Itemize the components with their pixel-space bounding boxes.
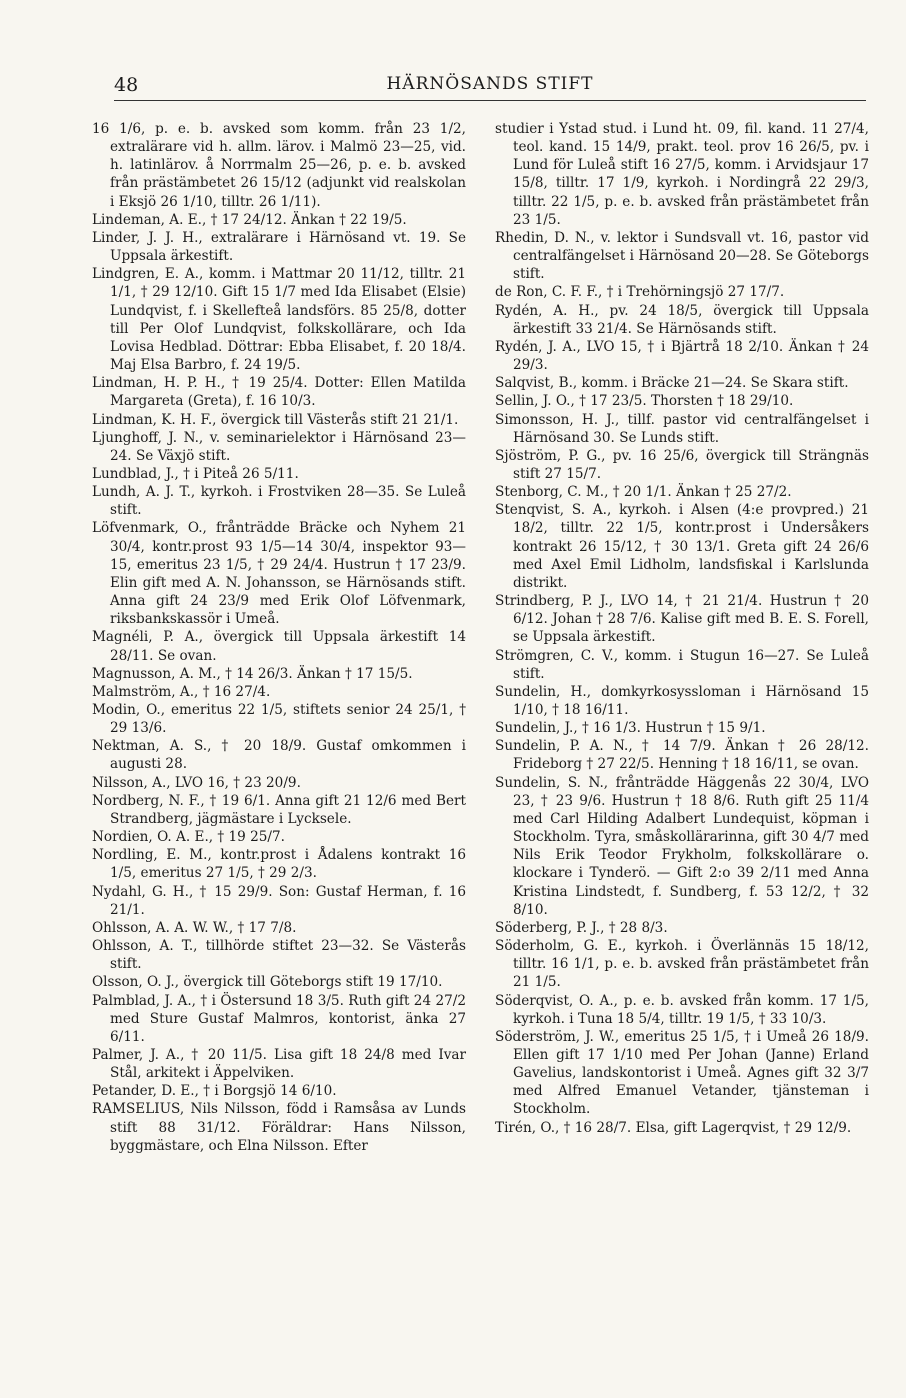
register-entry: Söderholm, G. E., kyrkoh. i Överlännäs 15 18/12, tilltr. 16 1/1, p. e. b. avsked från prästämbetet från 21 1/5. — [495, 938, 869, 991]
register-entry: Sundelin, H., domkyrkosyssloman i Härnösand 15 1/10, † 18 16/11. — [495, 683, 869, 718]
register-entry: Salqvist, B., komm. i Bräcke 21—24. Se Skara stift. — [495, 375, 849, 392]
register-entry: Söderqvist, O. A., p. e. b. avsked från komm. 17 1/5, kyrkoh. i Tuna 18 5/4, tilltr. 19 1/5, † 33 10/3. — [495, 992, 869, 1027]
register-entry: de Ron, C. F. F., † i Trehörningsjö 27 17/7. — [495, 284, 785, 301]
register-entry: Ohlsson, A. A. W. W., † 17 7/8. — [92, 919, 297, 936]
register-entry: Nordien, O. A. E., † 19 25/7. — [92, 829, 285, 846]
register-entry: Lindman, H. P. H., † 19 25/4. Dotter: Ellen Matilda Margareta (Greta), f. 16 10/3. — [92, 375, 466, 410]
register-entry: Nordling, E. M., kontr.prost i Ådalens kontrakt 16 1/5, emeritus 27 1/5, † 29 2/3. — [92, 847, 466, 882]
register-entry: Lindman, K. H. F., övergick till Västerås stift 21 21/1. — [92, 411, 459, 428]
page-header — [114, 66, 866, 106]
register-entry: Linder, J. J. H., extralärare i Härnösand vt. 19. Se Uppsala ärkestift. — [92, 229, 466, 265]
register-entry: Lindeman, A. E., † 17 24/12. Änkan † 22 19/5. — [92, 211, 407, 228]
right-column — [495, 120, 869, 1137]
register-entry: Rhedin, D. N., v. lektor i Sundsvall vt. 16, pastor vid centralfängelset i Härnösand 20—28. Se Göteborgs stift. — [495, 229, 869, 283]
register-entry: Petander, D. E., † i Borgsjö 14 6/10. — [92, 1083, 337, 1100]
register-entry: Modin, O., emeritus 22 1/5, stiftets senior 24 25/1, † 29 13/6. — [92, 702, 466, 737]
register-entry: Ljunghoff, J. N., v. seminarielektor i Härnösand 23—24. Se Växjö stift. — [92, 429, 466, 464]
register-entry: Palmblad, J. A., † i Östersund 18 3/5. Ruth gift 24 27/2 med Sture Gustaf Malmros, kontorist, änka 27 6/11. — [92, 992, 466, 1045]
register-entry: Sundelin, J., † 16 1/3. Hustrun † 15 9/1. — [495, 720, 766, 737]
register-entry: Magnusson, A. M., † 14 26/3. Änkan † 17 15/5. — [92, 665, 413, 682]
register-entry: RAMSELIUS, Nils Nilsson, född i Ramsåsa av Lunds stift 88 31/12. Föräldrar: Hans Nilsson, byggmästare, och Elna Nilsson. Efter — [92, 1101, 466, 1154]
register-entry: Tirén, O., † 16 28/7. Elsa, gift Lagerqvist, † 29 12/9. — [495, 1119, 852, 1136]
register-entry: Söderberg, P. J., † 28 8/3. — [495, 919, 668, 936]
register-entry: Strindberg, P. J., LVO 14, † 21 21/4. Hustrun † 20 6/12. Johan † 28 7/6. Kalise gift med B. E. S. Forell, se Uppsala ärkestift. — [495, 593, 869, 646]
running-title: HÄRNÖSANDS STIFT — [386, 74, 594, 94]
register-entry: Stenborg, C. M., † 20 1/1. Änkan † 25 27/2. — [495, 484, 792, 501]
register-entry: Malmström, A., † 16 27/4. — [92, 683, 271, 700]
register-entry: Sellin, J. O., † 17 23/5. Thorsten † 18 29/10. — [495, 393, 794, 410]
register-entry: Palmer, J. A., † 20 11/5. Lisa gift 18 24/8 med Ivar Stål, arkitekt i Äppelviken. — [92, 1046, 466, 1082]
register-entry: Magnéli, P. A., övergick till Uppsala ärkestift 14 28/11. Se ovan. — [92, 629, 466, 664]
page-number: 48 — [114, 74, 139, 96]
register-entry: Simonsson, H. J., tillf. pastor vid centralfängelset i Härnösand 30. Se Lunds stift. — [495, 411, 869, 446]
register-entry: Söderström, J. W., emeritus 25 1/5, † i Umeå 26 18/9. Ellen gift 17 1/10 med Per Johan (Janne) Erland Gavelius, landskontorist i Umeå. Agnes gift 32 3/7 med Alfred Emanuel Vetander, tjänsteman i Stockholm. — [495, 1028, 869, 1118]
register-entry: Sundelin, S. N., frånträdde Häggenås 22 30/4, LVO 23, † 23 9/6. Hustrun † 18 8/6. Ruth gift 25 11/4 med Carl Hilding Adalbert Lundequist, köpman i Stockholm. Tyra, småskollärarinna, gift 30 4/7 med Nils Erik Teodor Frykholm, folkskollärare o. klockare i Tynderö. — Gift 2:o 39 2/11 med Anna Kristina Lindstedt, f. Sundberg, f. 53 12/2, † 32 8/10. — [495, 774, 869, 918]
register-entry: Lundblad, J., † i Piteå 26 5/11. — [92, 465, 299, 482]
register-entry: Rydén, A. H., pv. 24 18/5, övergick till Uppsala ärkestift 33 21/4. Se Härnösands stift. — [495, 302, 869, 337]
register-entry: Strömgren, C. V., komm. i Stugun 16—27. Se Luleå stift. — [495, 647, 869, 682]
register-entry: Olsson, O. J., övergick till Göteborgs stift 19 17/10. — [92, 974, 443, 991]
register-entry: Lindgren, E. A., komm. i Mattmar 20 11/12, tilltr. 21 1/1, † 29 12/10. Gift 15 1/7 med Ida Elisabet (Elsie) Lundqvist, f. i Skellefteå landsförs. 85 25/8, dotter till Per Olof Lundqvist, folkskollärare, och Ida Lovisa Hedblad. Döttrar: Ebba Elisabet, f. 20 18/4. Maj Elsa Barbro, f. 24 19/5. — [92, 266, 466, 374]
header-rule — [114, 100, 866, 101]
register-entry: Nydahl, G. H., † 15 29/9. Son: Gustaf Herman, f. 16 21/1. — [92, 883, 466, 918]
register-entry: Sundelin, P. A. N., † 14 7/9. Änkan † 26 28/12. Frideborg † 27 22/5. Henning † 18 16/11, se ovan. — [495, 738, 869, 773]
register-entry: Lundh, A. J. T., kyrkoh. i Frostviken 28—35. Se Luleå stift. — [92, 484, 466, 519]
left-column — [92, 120, 466, 1155]
register-entry: Ohlsson, A. T., tillhörde stiftet 23—32. Se Västerås stift. — [92, 938, 466, 973]
register-entry: Nektman, A. S., † 20 18/9. Gustaf omkommen i augusti 28. — [92, 738, 466, 773]
register-entry: Sjöström, P. G., pv. 16 25/6, övergick till Strängnäs stift 27 15/7. — [495, 447, 869, 482]
register-entry: Nilsson, A., LVO 16, † 23 20/9. — [92, 774, 301, 791]
register-entry: Nordberg, N. F., † 19 6/1. Anna gift 21 12/6 med Bert Strandberg, jägmästare i Lycksele. — [92, 792, 466, 827]
register-entry: Stenqvist, S. A., kyrkoh. i Alsen (4:e provpred.) 21 18/2, tilltr. 22 1/5, kontr.prost i Undersåkers kontrakt 26 15/12, † 30 13/1. Greta gift 24 26/6 med Axel Emil Lidholm, landsfiskal i Karlslunda distrikt. — [495, 502, 869, 591]
register-entry: 16 1/6, p. e. b. avsked som komm. från 23 1/2, extralärare vid h. allm. lärov. i Malmö 23—25, vid. h. latinlärov. å Norrmalm 25—26, p. e. b. avsked från prästämbetet 26 15/12 (adjunkt vid realskolan i Eksjö 26 1/10, tilltr. 26 1/11). — [92, 121, 466, 210]
register-entry: Löfvenmark, O., frånträdde Bräcke och Nyhem 21 30/4, kontr.prost 93 1/5—14 30/4, inspektor 93—15, emeritus 23 1/5, † 29 24/4. Hustrun † 17 23/9. Elin gift med A. N. Johansson, se Härnösands stift. Anna gift 24 23/9 med Erik Olof Löfvenmark, riksbankskassör i Umeå. — [92, 520, 466, 628]
register-entry: studier i Ystad stud. i Lund ht. 09, fil. kand. 11 27/4, teol. kand. 15 14/9, prakt. teol. prov 16 26/5, pv. i Lund för Luleå stift 16 27/5, komm. i Arvidsjaur 17 15/8, tilltr. 17 1/9, kyrkoh. i Nordingrå 22 29/3, tilltr. 22 1/5, p. e. b. avsked från prästämbetet från 23 1/5. — [495, 121, 869, 228]
register-entry: Rydén, J. A., LVO 15, † i Bjärtrå 18 2/10. Änkan † 24 29/3. — [495, 338, 869, 374]
